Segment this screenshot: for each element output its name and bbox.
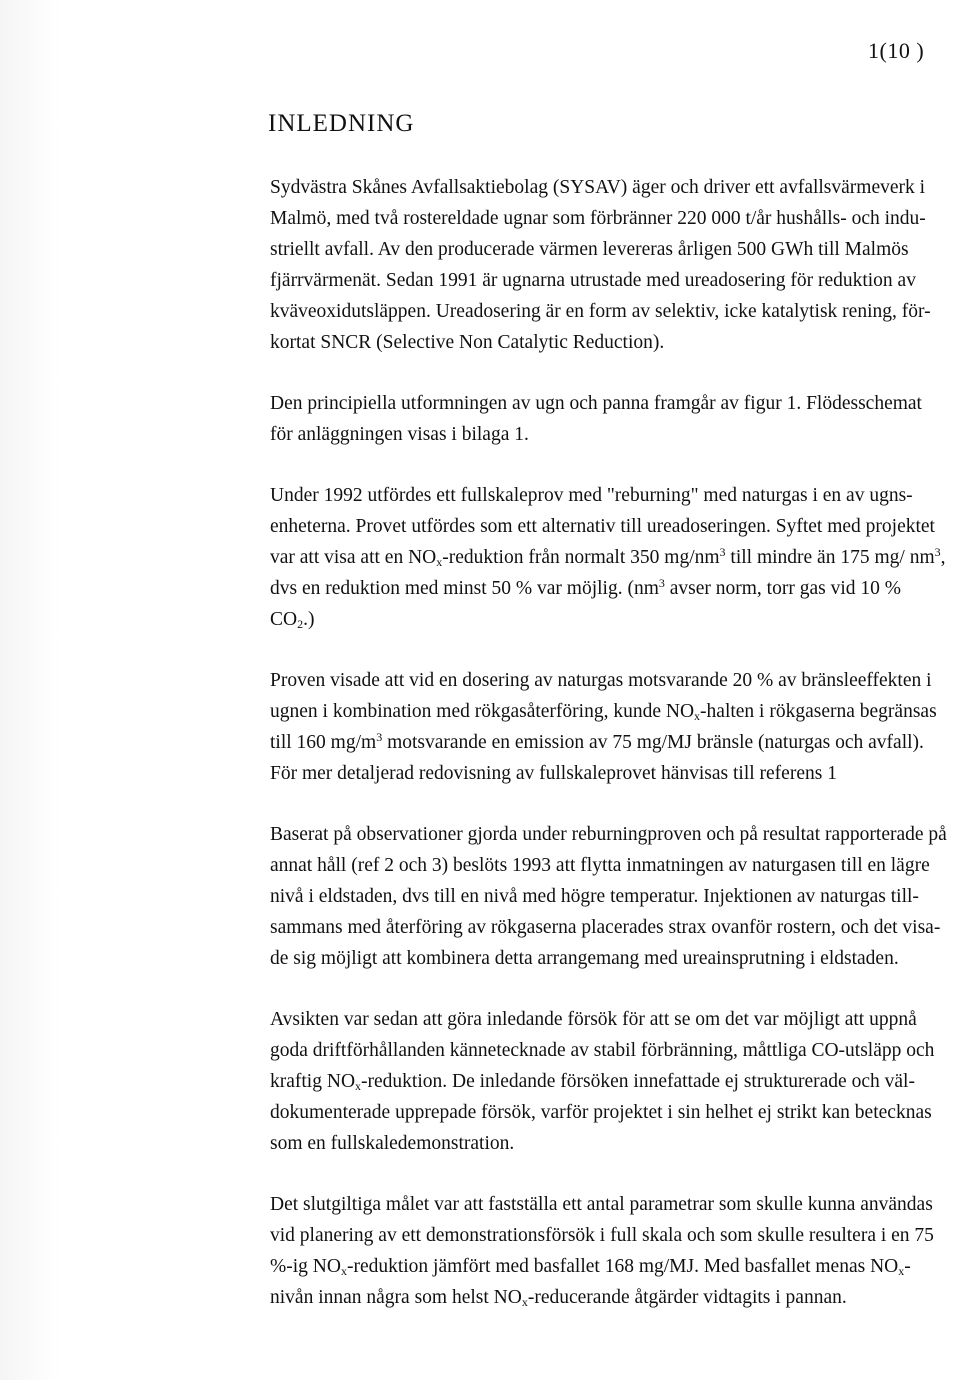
text-line: Baserat på observationer gjorda under reburningproven och på resultat rapporterade på bbox=[270, 824, 947, 845]
text-line: sammans med återföring av rökgaserna placerades strax ovanför rostern, och det visa- bbox=[270, 917, 941, 938]
text-line: Det slutgiltiga målet var att fastställa ett antal parametrar som skulle kunna användas bbox=[270, 1194, 933, 1215]
text-line: %-ig $NO_x$-reduktion jämfört med basfallet 168 mg/MJ. Med basfallet menas $NO_x-$ bbox=[270, 1256, 911, 1278]
text-line: till 160 $mg/m^3$ motsvarande en emission av 75 mg/MJ bränsle (naturgas och avfall). bbox=[270, 730, 924, 753]
paragraph-intent bbox=[270, 1004, 946, 1159]
text-line: Under 1992 utfördes ett fullskaleprov med "reburning" med naturgas i en av ugns- bbox=[270, 485, 913, 506]
document-body bbox=[270, 172, 946, 1343]
text-line: ugnen i kombination med rökgasåterföring, kunde $NO_x$-halten i rökgaserna begränsas bbox=[270, 701, 937, 723]
text-line: $CO_2$.) bbox=[270, 609, 315, 631]
text-line: enheterna. Provet utfördes som ett alternativ till ureadoseringen. Syftet med projektet bbox=[270, 516, 935, 537]
text-line: var att visa att en $NO_x$-reduktion från normalt 350 $mg/nm^3$ till mindre än 175 mg/ $nm^3$, bbox=[270, 545, 946, 569]
text-line: goda driftförhållanden kännetecknade av stabil förbränning, måttliga CO-utsläpp och bbox=[270, 1040, 935, 1061]
text-line: kraftig $NO_x$-reduktion. De inledande försöken innefattade ej strukturerade och väl- bbox=[270, 1071, 915, 1093]
text-line: för anläggningen visas i bilaga 1. bbox=[270, 424, 529, 445]
paragraph-figure-reference bbox=[270, 388, 946, 450]
text-line: Avsikten var sedan att göra inledande försök för att se om det var möjligt att uppnå bbox=[270, 1009, 917, 1030]
paragraph-observations bbox=[270, 819, 946, 974]
text-line: som en fullskaledemonstration. bbox=[270, 1133, 515, 1154]
text-line: Sydvästra Skånes Avfallsaktiebolag (SYSAV) äger och driver ett avfallsvärmeverk i bbox=[270, 177, 926, 198]
text-line: fjärrvärmenät. Sedan 1991 är ugnarna utrustade med ureadosering för reduktion av bbox=[270, 270, 916, 291]
text-line: kortat SNCR (Selective Non Catalytic Reduction). bbox=[270, 332, 665, 353]
text-line: Den principiella utformningen av ugn och panna framgår av figur 1. Flödesschemat bbox=[270, 393, 922, 414]
paragraph-final-goal bbox=[270, 1189, 946, 1313]
text-line: För mer detaljerad redovisning av fullskaleprovet hänvisas till referens 1 bbox=[270, 763, 837, 784]
paragraph-intro bbox=[270, 172, 946, 358]
text-line: dokumenterade upprepade försök, varför projektet i sin helhet ej strikt kan betecknas bbox=[270, 1102, 932, 1123]
page-number: 1(10 ) bbox=[868, 38, 925, 63]
text-line: de sig möjligt att kombinera detta arrangemang med ureainsprutning i eldstaden. bbox=[270, 948, 899, 969]
text-line: Malmö, med två rostereldade ugnar som förbränner 220 000 t/år hushålls- och indu- bbox=[270, 208, 926, 229]
text-line: striellt avfall. Av den producerade värmen levereras årligen 500 GWh till Malmös bbox=[270, 239, 909, 260]
text-line: Proven visade att vid en dosering av naturgas motsvarande 20 % av bränsleeffekten i bbox=[270, 670, 932, 691]
paragraph-test-results bbox=[270, 665, 946, 789]
text-line: nivå i eldstaden, dvs till en nivå med högre temperatur. Injektionen av naturgas till- bbox=[270, 886, 919, 907]
paragraph-reburning-test bbox=[270, 480, 946, 635]
scan-edge-shading bbox=[0, 0, 60, 1380]
text-line: vid planering av ett demonstrationsförsök i full skala och som skulle resultera i en 75 bbox=[270, 1225, 934, 1246]
text-line: nivån innan några som helst $NO_x$-reducerande åtgärder vidtagits i pannan. bbox=[270, 1287, 847, 1309]
text-line: annat håll (ref 2 och 3) beslöts 1993 att flytta inmatningen av naturgasen till en lägre bbox=[270, 855, 930, 876]
text-line: kväveoxidutsläppen. Ureadosering är en form av selektiv, icke katalytisk rening, för- bbox=[270, 301, 931, 322]
section-heading: INLEDNING bbox=[268, 110, 415, 137]
text-line: dvs en reduktion med minst 50 % var möjlig. ($nm^3$ avser norm, torr gas vid 10 % bbox=[270, 576, 901, 599]
